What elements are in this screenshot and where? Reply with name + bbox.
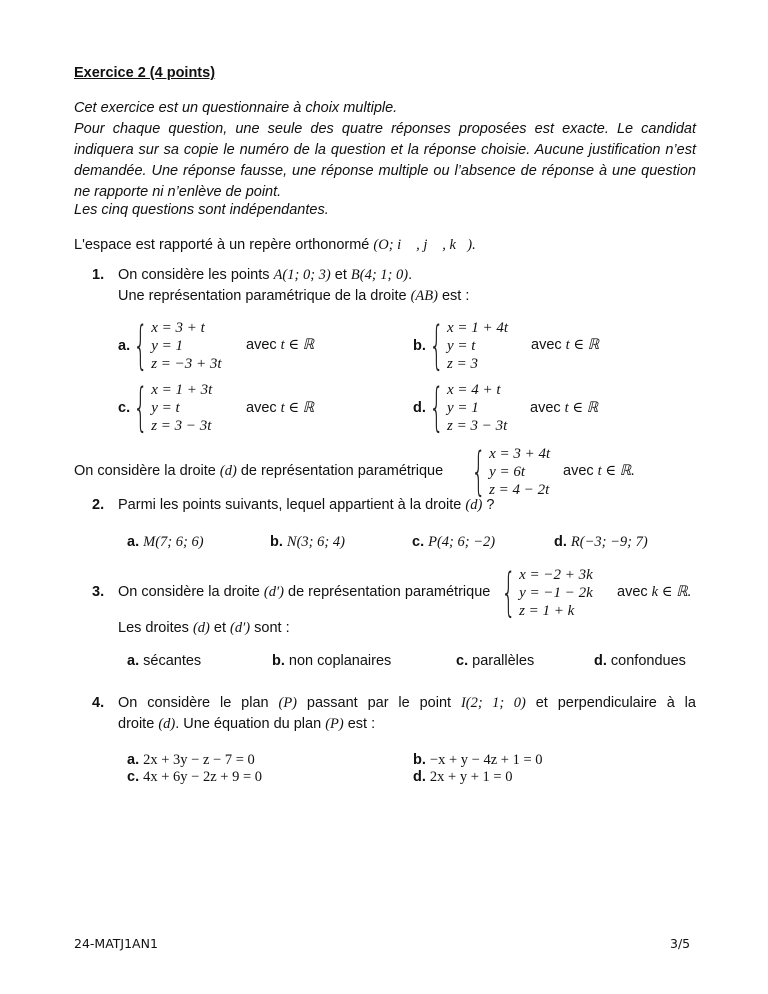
param-domain: t ∈ ℝ. (597, 463, 635, 479)
avec-text: avec (246, 337, 281, 353)
option-value: P(4; 6; −2) (428, 534, 496, 550)
eq-z: z = 3 − 3t (446, 418, 508, 434)
option-value: non coplanaires (288, 653, 392, 669)
option-value: parallèles (472, 653, 535, 669)
eq-z: z = −3 + 3t (151, 356, 222, 372)
option-label: a. (127, 653, 140, 669)
parametric-system (428, 378, 508, 438)
intro-line-1: Cet exercice est un questionnaire à choix multiple. (74, 100, 398, 116)
q1-option-d-domain (530, 400, 598, 417)
option-label: d. (594, 653, 607, 669)
option-value: sécantes (143, 653, 202, 669)
line-d-prime-system (500, 563, 593, 623)
q2-text: Parmi les points suivants, lequel appartient à la droite (118, 497, 466, 513)
option-label: a. (127, 752, 140, 768)
eq-z: z = 1 + k (519, 603, 575, 619)
eq-y: y = t (151, 400, 180, 416)
question-number: 2. (92, 497, 105, 513)
q1-line2-end: est : (437, 288, 470, 304)
option-label: c. (412, 534, 425, 550)
param-domain: k ∈ ℝ. (651, 584, 692, 600)
parametric-system (132, 378, 213, 438)
avec-text: avec (246, 400, 281, 416)
option-label: a. (127, 534, 140, 550)
exercise-title: Exercice 2 (4 points) (74, 65, 216, 81)
left-brace: { (428, 378, 444, 438)
q4-text-b: passant par le point (297, 695, 461, 711)
q3-option-c[interactable] (456, 653, 534, 669)
eq-x: x = 1 + 4t (446, 320, 509, 336)
param-domain: t ∈ ℝ (564, 400, 599, 416)
q3-text-mid: de représentation paramétrique (283, 584, 491, 600)
option-value: 2x + y + 1 = 0 (429, 769, 513, 785)
question-3-line-2 (118, 620, 290, 637)
option-label: d. (413, 769, 426, 785)
q1-option-a[interactable] (118, 316, 222, 376)
eq-x: x = 1 + 3t (151, 382, 213, 398)
eq-x: x = −2 + 3k (519, 567, 593, 583)
line-d-definition (74, 463, 443, 480)
q3-option-d[interactable] (594, 653, 686, 669)
eq-y: y = 1 (446, 400, 479, 416)
line-d-system (470, 442, 551, 502)
line-d-name: (d) (219, 463, 237, 479)
option-label: d. (413, 400, 426, 416)
q1-text-mid: et (330, 267, 351, 283)
parametric-system (500, 563, 593, 623)
q2-option-a[interactable] (127, 534, 204, 551)
avec-text: avec (530, 400, 565, 416)
q2-option-b[interactable] (270, 534, 345, 551)
plane-p: (P) (278, 695, 297, 711)
line-d-ref: (d) (465, 497, 483, 513)
q4-option-b[interactable] (413, 752, 543, 769)
line-d-ref: (d) (192, 620, 210, 636)
q1-text-end: . (408, 267, 413, 283)
q4-option-d[interactable] (413, 769, 512, 786)
eq-y: y = 6t (489, 464, 526, 480)
option-label: b. (270, 534, 283, 550)
frame-notation: (O; i⃗ , j⃗ , k⃗). (373, 237, 476, 253)
eq-z: z = 3 − 3t (151, 418, 212, 434)
option-label: d. (554, 534, 567, 550)
option-value: M(7; 6; 6) (143, 534, 204, 550)
option-value: 2x + 3y − z − 7 = 0 (143, 752, 255, 768)
question-number: 4. (92, 695, 105, 711)
avec-text: avec (563, 463, 598, 479)
eq-x: x = 4 + t (446, 382, 501, 398)
q4-line2-b: . Une équation du plan (175, 716, 326, 732)
option-label: b. (413, 338, 426, 354)
avec-text: avec (617, 584, 652, 600)
q1-option-b-domain (531, 337, 599, 354)
exercise-instructions (74, 98, 696, 203)
option-label: a. (118, 338, 131, 354)
eq-x: x = 3 + t (151, 320, 205, 336)
param-domain: t ∈ ℝ (280, 400, 315, 416)
option-label: b. (272, 653, 285, 669)
plane-p-ref: (P) (325, 716, 344, 732)
question-1-line-2 (118, 288, 469, 305)
q1-option-c[interactable] (118, 378, 213, 438)
line-d-ref: (d) (158, 716, 176, 732)
left-brace: { (133, 316, 149, 376)
q1-option-b[interactable] (413, 316, 509, 376)
eq-y: y = 1 (151, 338, 183, 354)
parametric-system (470, 442, 551, 502)
option-value: −x + y − 4z + 1 = 0 (429, 752, 543, 768)
point-b: B(4; 1; 0) (350, 267, 409, 283)
point-a: A(1; 0; 3) (273, 267, 331, 283)
q4-line2-text: droite (118, 716, 159, 732)
q4-text-c: et perpendiculaire à la (525, 695, 696, 711)
frame-text: L'espace est rapporté à un repère orthonormé (74, 237, 374, 253)
footer-code: 24-MATJ1AN1 (74, 936, 158, 951)
line-ab: (AB) (410, 288, 438, 304)
q3-option-b[interactable] (272, 653, 391, 669)
option-label: c. (118, 400, 131, 416)
question-number: 3. (92, 584, 105, 600)
option-label: c. (127, 769, 140, 785)
option-label: b. (413, 752, 426, 768)
q1-option-a-domain (246, 337, 314, 354)
question-4 (92, 695, 696, 712)
page-number: 3/5 (670, 936, 691, 951)
q4-text: On considère le plan (118, 695, 279, 711)
eq-y: y = t (446, 338, 476, 354)
param-domain: t ∈ ℝ (565, 337, 600, 353)
left-brace: { (471, 442, 486, 502)
q4-option-a[interactable] (127, 752, 255, 769)
q3-line2-text: Les droites (118, 620, 193, 636)
eq-z: z = 4 − 2t (489, 482, 550, 498)
param-domain: t ∈ ℝ (280, 337, 315, 353)
q1-option-c-domain (246, 400, 314, 417)
q3-line2-end: sont : (250, 620, 290, 636)
parametric-system (132, 316, 222, 376)
q4-line2-c: est : (343, 716, 376, 732)
q3-line2-mid: et (209, 620, 231, 636)
q1-option-d[interactable] (413, 378, 508, 438)
line-d-prime-name: (d′) (263, 584, 284, 600)
option-value: N(3; 6; 4) (286, 534, 345, 550)
line-d-domain (563, 463, 635, 480)
question-number: 1. (92, 267, 105, 283)
avec-text: avec (531, 337, 566, 353)
line-d-text: On considère la droite (74, 463, 220, 479)
eq-x: x = 3 + 4t (489, 446, 551, 462)
question-2 (92, 497, 494, 514)
q2-option-c[interactable] (412, 534, 495, 551)
option-value: R(−3; −9; 7) (570, 534, 648, 550)
frame-statement (74, 237, 476, 254)
question-1 (92, 267, 412, 284)
point-i: I(2; 1; 0) (460, 695, 526, 711)
q2-text-end: ? (482, 497, 495, 513)
line-d-text-mid: de représentation paramétrique (236, 463, 444, 479)
option-value: 4x + 6y − 2z + 9 = 0 (143, 769, 263, 785)
line-d-prime-domain (617, 584, 691, 601)
eq-z: z = 3 (446, 356, 478, 372)
parametric-system (428, 316, 509, 376)
q1-text: On considère les points (118, 267, 274, 283)
question-3 (92, 584, 490, 601)
q3-text: On considère la droite (118, 584, 264, 600)
independence-note: Les cinq questions sont indépendantes. (74, 202, 329, 218)
q2-option-d[interactable] (554, 534, 648, 551)
q3-option-a[interactable] (127, 653, 201, 669)
left-brace: { (133, 378, 149, 438)
q4-option-c[interactable] (127, 769, 262, 786)
intro-line-2: Pour chaque question, une seule des quatre réponses proposées est exacte. Le candidat indiquera sur sa copie le numéro de la question et la réponse choisie. Aucune justification n’est demandée. Une réponse fausse, une réponse multiple ou l’absence de réponse à une question ne rapporte ni n’enlève de point. (74, 121, 696, 200)
option-value: confondues (610, 653, 686, 669)
eq-y: y = −1 − 2k (519, 585, 593, 601)
left-brace: { (428, 316, 444, 376)
line-d-prime-ref: (d′) (230, 620, 251, 636)
option-label: c. (456, 653, 469, 669)
left-brace: { (501, 563, 516, 623)
question-4-line-2 (118, 716, 375, 733)
q1-line2-text: Une représentation paramétrique de la droite (118, 288, 411, 304)
